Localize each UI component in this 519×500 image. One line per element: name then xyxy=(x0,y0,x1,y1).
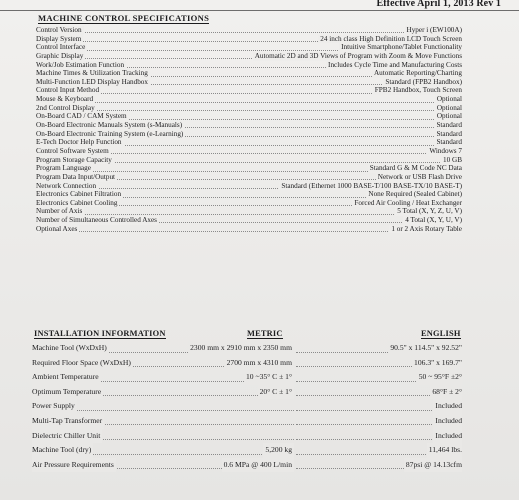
spec-row xyxy=(36,199,462,208)
spec-label: Number of Axis xyxy=(36,207,83,216)
installation-row xyxy=(32,399,462,414)
spec-value: Automatic 2D and 3D Views of Program with Zoom & Move Functions xyxy=(254,51,462,60)
metric-value: 0.6 MPa @ 400 L/min xyxy=(222,458,294,473)
english-column-header: ENGLISH xyxy=(421,329,461,338)
spec-label: Optional Axes xyxy=(36,224,78,233)
spec-row xyxy=(36,35,462,44)
installation-label: Optimum Temperature xyxy=(32,385,103,400)
spec-row xyxy=(36,164,462,173)
spec-value: Network or USB Flash Drive xyxy=(377,172,462,181)
installation-label: Dielectric Chiller Unit xyxy=(32,429,102,444)
installation-row xyxy=(32,429,462,444)
spec-value: Standard xyxy=(436,121,462,130)
spec-label: Display System xyxy=(36,34,82,43)
english-value: 106.3" x 169.7" xyxy=(412,356,462,371)
spec-label: Number of Simultaneous Controlled Axes xyxy=(36,216,157,225)
english-value: 11,464 lbs. xyxy=(427,443,462,458)
spec-row xyxy=(36,52,462,61)
spec-label: Program Storage Capacity xyxy=(36,155,112,164)
spec-row xyxy=(36,26,462,35)
spec-label: Multi-Function LED Display Handbox xyxy=(36,77,148,86)
spec-value: Hyper i (EW100A) xyxy=(406,26,462,34)
spec-value: 24 inch class High Definition LCD Touch Screen xyxy=(320,34,462,43)
spec-value: Standard xyxy=(436,129,462,138)
metric-value: 2700 mm x 4310 mm xyxy=(225,356,294,371)
spec-label: On-Board Electronic Manuals System (s-Manuals) xyxy=(36,121,183,130)
installation-label: Air Pressure Requirements xyxy=(32,458,116,473)
spec-value: Windows 7 xyxy=(429,146,462,155)
installation-label: Required Floor Space (WxDxH) xyxy=(32,356,133,371)
spec-row xyxy=(36,147,462,156)
english-value: Included xyxy=(433,429,462,444)
english-value: 87psi @ 14.13cfm xyxy=(404,458,462,473)
installation-row xyxy=(32,443,462,458)
metric-value: 20° C ± 1° xyxy=(258,385,294,400)
english-value: Included xyxy=(433,414,462,429)
english-value: 68°F ± 2° xyxy=(430,385,462,400)
spec-value: Intuitive Smartphone/Tablet Functionality xyxy=(341,43,462,52)
spec-value: Standard (Ethernet 1000 BASE-T/100 BASE-TX/10 BASE-T) xyxy=(281,181,462,190)
metric-value: 5,200 kg xyxy=(263,443,294,458)
spec-row xyxy=(36,190,462,199)
installation-row xyxy=(32,370,462,385)
spec-value: Standard (FPB2 Handbox) xyxy=(385,77,462,86)
machine-control-table xyxy=(36,26,462,233)
spec-value: Optional xyxy=(436,95,462,104)
spec-label: Network Connection xyxy=(36,181,97,190)
spec-label: E-Tech Doctor Help Function xyxy=(36,138,122,147)
installation-row xyxy=(32,414,462,429)
installation-row xyxy=(32,356,462,371)
spec-value: 1 or 2 Axis Rotary Table xyxy=(391,224,462,233)
english-value: 90.5" x 114.5" x 92.52" xyxy=(388,341,462,356)
spec-label: On-Board CAD / CAM System xyxy=(36,112,127,121)
installation-label: Machine Tool (WxDxH) xyxy=(32,341,109,356)
spec-row xyxy=(36,86,462,95)
spec-label: Control Interface xyxy=(36,43,86,52)
spec-value: Standard xyxy=(436,138,462,147)
installation-label: Multi-Tap Transformer xyxy=(32,414,104,429)
spec-value: Optional xyxy=(436,103,462,112)
spec-label: Work/Job Estimation Function xyxy=(36,60,125,69)
dotted-leader xyxy=(36,32,462,33)
spec-label: Control Input Method xyxy=(36,86,100,95)
spec-value: Automatic Reporting/Charting xyxy=(373,69,462,78)
spec-label: Control Version xyxy=(36,26,82,34)
installation-row xyxy=(32,341,462,356)
metric-value: 10 ~35° C ± 1° xyxy=(244,370,294,385)
spec-row xyxy=(36,173,462,182)
spec-row xyxy=(36,112,462,121)
spec-row xyxy=(36,156,462,165)
spec-value: Standard G & M Code NC Data xyxy=(369,164,462,173)
spec-row xyxy=(36,61,462,70)
installation-label: Ambient Temperature xyxy=(32,370,101,385)
spec-row xyxy=(36,207,462,216)
spec-row xyxy=(36,104,462,113)
spec-label: Program Language xyxy=(36,164,91,173)
spec-label: Control Software System xyxy=(36,146,109,155)
dotted-leader xyxy=(36,102,462,103)
installation-label: Power Supply xyxy=(32,399,77,414)
spec-label: Graphic Display xyxy=(36,51,84,60)
installation-label: Machine Tool (dry) xyxy=(32,443,93,458)
spec-row xyxy=(36,182,462,191)
metric-column-header: METRIC xyxy=(247,329,283,338)
spec-row xyxy=(36,43,462,52)
dotted-leader xyxy=(36,110,462,111)
metric-value: 2300 mm x 2910 mm x 2350 mm xyxy=(188,341,294,356)
spec-row xyxy=(36,121,462,130)
english-value: Included xyxy=(433,399,462,414)
spec-label: Electronics Cabinet Cooling xyxy=(36,198,118,207)
spec-label: Program Data Input/Output xyxy=(36,172,116,181)
spec-row xyxy=(36,69,462,78)
installation-table xyxy=(32,341,462,472)
spec-value: Optional xyxy=(436,112,462,121)
spec-value: FPB2 Handbox, Touch Screen xyxy=(374,86,462,95)
spec-value: 4 Total (X, Y, U, V) xyxy=(405,216,462,225)
spec-value: 10 GB xyxy=(443,155,462,164)
spec-row xyxy=(36,78,462,87)
spec-value: Forced Air Cooling / Heat Exchanger xyxy=(354,198,462,207)
spec-value: 5 Total (X, Y, Z, U, V) xyxy=(397,207,462,216)
spec-label: Mouse & Keyboard xyxy=(36,95,94,104)
spec-value: None Required (Sealed Cabinet) xyxy=(368,190,462,199)
spec-row xyxy=(36,95,462,104)
spec-row xyxy=(36,130,462,139)
spec-row xyxy=(36,225,462,234)
spec-value: Includes Cycle Time and Manufacturing Costs xyxy=(328,60,462,69)
english-value: 50 ~ 95°F ±2° xyxy=(417,370,462,385)
spec-label: Machine Times & Utilization Tracking xyxy=(36,69,148,78)
installation-row xyxy=(32,458,462,473)
machine-control-title: MACHINE CONTROL SPECIFICATIONS xyxy=(38,13,210,23)
installation-row xyxy=(32,385,462,400)
installation-title: INSTALLATION INFORMATION xyxy=(34,329,166,338)
spec-label: On-Board Electronic Training System (e-Learning) xyxy=(36,129,184,138)
effective-date: Effective April 1, 2013 Rev 1 xyxy=(376,0,501,9)
spec-row xyxy=(36,138,462,147)
spec-label: Electronics Cabinet Filtration xyxy=(36,190,122,199)
spec-row xyxy=(36,216,462,225)
spec-label: 2nd Control Display xyxy=(36,103,95,112)
